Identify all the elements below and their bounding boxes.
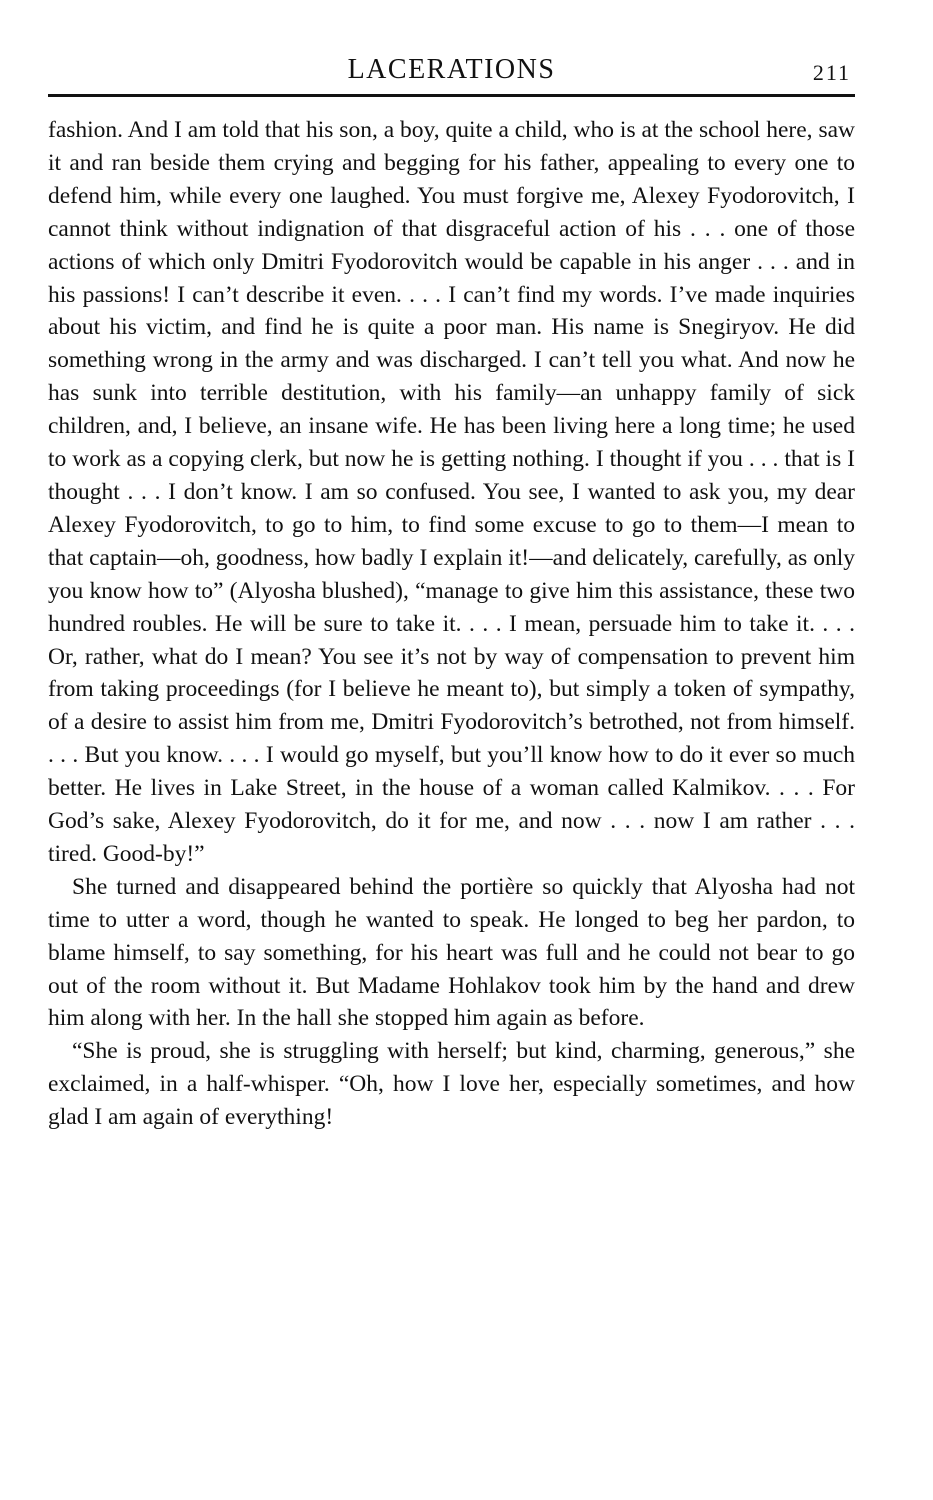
- page-header: [48, 52, 855, 92]
- header-rule: [48, 94, 855, 97]
- body-text: [48, 114, 855, 1134]
- page-number: 211: [812, 60, 851, 85]
- running-head: LACERATIONS: [347, 54, 556, 85]
- paragraph: She turned and disappeared behind the portière so quickly that Alyosha had not time to utter a word, though he wanted to speak. He longed to beg her pardon, to blame himself, to say something, for his heart was full and he could not bear to go out of the room without it. But Madame Hohlakov took him by the hand and drew him along with her. In the hall she stopped him again as before.: [48, 873, 855, 1032]
- paragraph: “She is proud, she is struggling with herself; but kind, charming, generous,” she exclaimed, in a half-whisper. “Oh, how I love her, especially sometimes, and how glad I am again of everything!: [48, 1038, 855, 1131]
- paragraph-continued: fashion. And I am told that his son, a boy, quite a child, who is at the school here, saw it and ran beside them crying and begging for his father, appealing to every one to defend him, while every one laughed. You must forgive me, Alexey Fyodorovitch, I cannot think without indignation of that disgraceful action of his . . . one of those actions of which only Dmitri Fyodorovitch would be capable in his anger . . . and in his passions! I can’t describe it even. . . . I can’t find my words. I’ve made inquiries about his victim, and find he is quite a poor man. His name is Snegiryov. He did something wrong in the army and was discharged. I can’t tell you what. And now he has sunk into terrible destitution, with his family—an unhappy family of sick children, and, I believe, an insane wife. He has been living here a long time; he used to work as a copying clerk, but now he is getting nothing. I thought if you . . . that is I thought . . . I don’t know. I am so confused. You see, I wanted to ask you, my dear Alexey Fyodorovitch, to go to him, to find some excuse to go to them—I mean to that captain—oh, goodness, how badly I explain it!—and delicately, carefully, as only you know how to” (Alyosha blushed), “manage to give him this assistance, these two hundred roubles. He will be sure to take it. . . . I mean, persuade him to take it. . . . Or, rather, what do I mean? You see it’s not by way of compensation to prevent him from taking proceedings (for I believe he meant to), but simply a token of sympathy, of a desire to assist him from me, Dmitri Fyodorovitch’s betrothed, not from himself. . . . But you know. . . . I would go myself, but you’ll know how to do it ever so much better. He lives in Lake Street, in the house of a woman called Kalmikov. . . . For God’s sake, Alexey Fyodorovitch, do it for me, and now . . . now I am rather . . . tired. Good-by!”: [48, 117, 855, 867]
